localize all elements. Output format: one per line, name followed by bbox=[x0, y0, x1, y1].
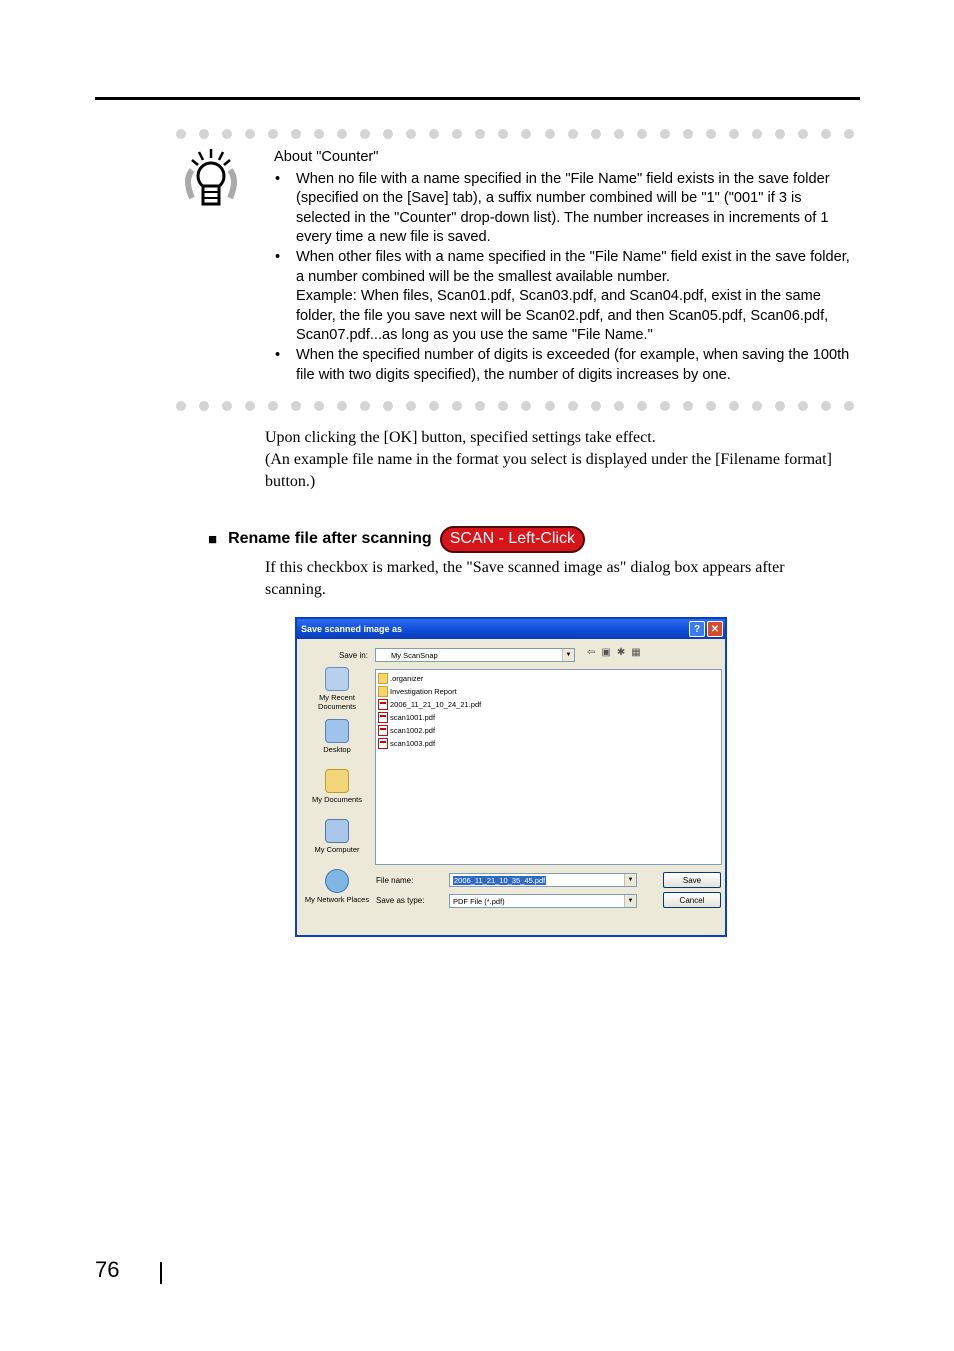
list-item[interactable]: scan1001.pdf bbox=[378, 711, 721, 724]
place-label: My Network Places bbox=[304, 895, 370, 904]
note-bullet bbox=[274, 248, 854, 346]
list-item[interactable]: Investigation Report bbox=[378, 685, 721, 698]
top-rule bbox=[95, 97, 860, 100]
paragraph-line: Upon clicking the [OK] button, specified settings take effect. bbox=[265, 429, 656, 446]
view-menu-icon[interactable]: ▦ bbox=[631, 647, 641, 658]
file-list[interactable] bbox=[375, 669, 722, 865]
note-bullet: • When the specified number of digits is exceeded (for example, when saving the 100th file with two digits specified), the number of digits increases by one. bbox=[274, 346, 854, 385]
place-label: My Recent Documents bbox=[318, 693, 356, 711]
note-bullet-text: When other files with a name specified in the "File Name" field exist in the save folder, a number combined will be the smallest available number. bbox=[296, 248, 850, 285]
new-folder-icon[interactable]: ✱ bbox=[616, 647, 626, 658]
back-icon[interactable]: ⇦ bbox=[587, 647, 596, 658]
my-documents-icon bbox=[325, 769, 349, 793]
section-title: Rename file after scanning bbox=[228, 530, 432, 547]
paragraph-line: (An example file name in the format you select is displayed under the [Filename format] button.) bbox=[265, 451, 832, 490]
save-as-type-label: Save as type: bbox=[376, 896, 425, 905]
dialog-title: Save scanned image as bbox=[301, 624, 403, 634]
save-in-dropdown[interactable] bbox=[375, 648, 575, 662]
place-label: My Computer bbox=[314, 845, 360, 854]
chevron-down-icon: ▼ bbox=[624, 895, 636, 907]
rename-paragraph: If this checkbox is marked, the "Save scanned image as" dialog box appears after scanning. bbox=[265, 559, 785, 598]
pdf-file-icon bbox=[378, 725, 388, 736]
place-my-recent-documents[interactable] bbox=[303, 667, 371, 711]
page-number-divider bbox=[160, 1262, 162, 1284]
pdf-file-icon bbox=[378, 712, 388, 723]
file-name-label: File name: bbox=[376, 876, 414, 885]
section-heading bbox=[208, 524, 585, 554]
pdf-file-icon bbox=[378, 699, 388, 710]
list-item[interactable]: scan1003.pdf bbox=[378, 737, 721, 750]
desktop-icon bbox=[325, 719, 349, 743]
help-icon[interactable]: ? bbox=[689, 621, 705, 637]
file-name-input[interactable] bbox=[449, 873, 637, 887]
place-my-network-places[interactable] bbox=[303, 869, 371, 904]
recent-documents-icon bbox=[325, 667, 349, 691]
chevron-down-icon: ▼ bbox=[562, 649, 574, 661]
my-computer-icon bbox=[325, 819, 349, 843]
up-folder-icon[interactable]: ▣ bbox=[601, 647, 611, 658]
note-bullet-list bbox=[274, 170, 854, 386]
chevron-down-icon: ▼ bbox=[624, 874, 636, 886]
toolbar-icons bbox=[587, 647, 641, 658]
save-as-type-value: PDF File (*.pdf) bbox=[453, 896, 505, 906]
page-number: 76 bbox=[95, 1257, 120, 1282]
list-item[interactable]: 2006_11_21_10_24_21.pdf bbox=[378, 698, 721, 711]
save-in-value: My ScanSnap bbox=[391, 650, 438, 660]
list-item[interactable]: scan1002.pdf bbox=[378, 724, 721, 737]
note-bullet: • When no file with a name specified in the "File Name" field exists in the save folder (specified on the [Save] tab), a suffix number combined will be "1" ("001" if 3 is selected in the "Counter" drop-down list). The number increases in increments of 1 every time a new file is saved. bbox=[274, 170, 854, 248]
list-item[interactable]: .organizer bbox=[378, 672, 721, 685]
file-name-value: 2006_11_21_10_35_45.pdf bbox=[454, 875, 546, 885]
place-desktop[interactable] bbox=[303, 719, 371, 754]
folder-icon bbox=[378, 673, 388, 684]
square-bullet-icon: ■ bbox=[208, 530, 218, 548]
save-button[interactable]: Save bbox=[663, 872, 721, 888]
network-places-icon bbox=[325, 869, 349, 893]
save-as-type-dropdown[interactable] bbox=[449, 894, 637, 908]
save-scanned-image-dialog bbox=[295, 617, 727, 937]
ok-button-paragraph bbox=[265, 427, 845, 493]
lightbulb-hint-icon bbox=[180, 148, 242, 210]
folder-icon bbox=[378, 686, 388, 697]
cancel-button[interactable]: Cancel bbox=[663, 892, 721, 908]
save-in-label: Save in: bbox=[339, 651, 368, 660]
dotted-divider-top bbox=[176, 129, 854, 139]
note-title: About "Counter" bbox=[274, 149, 379, 165]
place-my-computer[interactable] bbox=[303, 819, 371, 854]
note-example: Example: When files, Scan01.pdf, Scan03.pdf, and Scan04.pdf, exist in the same folder, the file you save next will be Scan02.pdf, and then Scan05.pdf, Scan06.pdf, Scan07.pdf...as long as you use the same "File Name." bbox=[296, 288, 829, 344]
place-my-documents[interactable] bbox=[303, 769, 371, 804]
place-label: My Documents bbox=[311, 795, 362, 804]
pdf-file-icon bbox=[378, 738, 388, 749]
dialog-titlebar bbox=[297, 619, 725, 639]
close-icon[interactable]: ✕ bbox=[707, 621, 723, 637]
dotted-divider-bottom bbox=[176, 401, 854, 411]
counter-note bbox=[274, 148, 854, 385]
place-label: Desktop bbox=[323, 745, 351, 754]
scan-left-click-badge: SCAN - Left-Click bbox=[440, 526, 585, 553]
